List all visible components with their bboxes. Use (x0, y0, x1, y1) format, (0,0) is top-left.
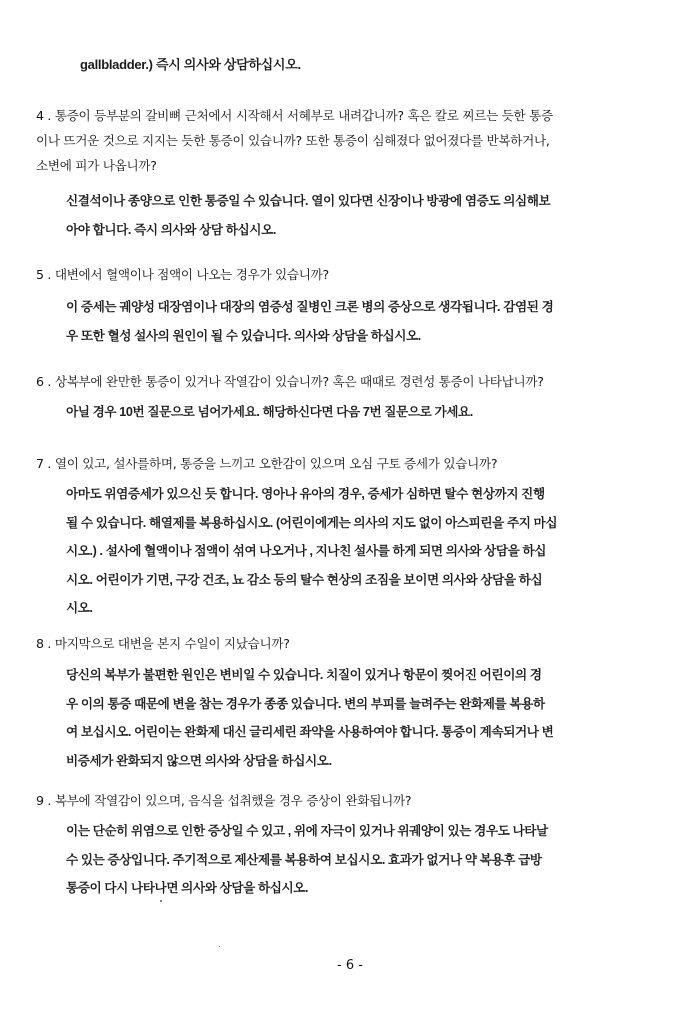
question-line: 4 . 통증이 등부분의 갈비뼈 근처에서 시작해서 서혜부로 내려갑니까? 혹은 칼로 찌르는 듯한 통증 (36, 108, 553, 123)
answer-line: 아닐 경우 10번 질문으로 넘어가세요. 해당하신다면 다음 7번 질문으로 가세요. (66, 405, 473, 419)
question-line: 소변에 피가 나옵니까? (36, 158, 157, 173)
answer-5 (66, 293, 553, 350)
intro-continuation (80, 52, 301, 78)
answer-line: 신결석이나 종양으로 인한 통증일 수 있습니다. 열이 있다면 신장이나 방광에 염증도 의심해보 (66, 194, 551, 208)
answer-8 (66, 661, 553, 775)
question-line: 5 . 대변에서 혈액이나 점액이 나오는 경우가 있습니까? (36, 267, 329, 282)
answer-line: 아야 합니다. 즉시 의사와 상담 하십시오. (66, 222, 276, 237)
answer-line: 당신의 복부가 불편한 원인은 변비일 수 있습니다. 치질이 있거나 항문이 찢어진 어린이의 경 (66, 668, 542, 682)
question-6 (36, 369, 544, 394)
answer-line: 우 이의 통증 때문에 변을 참는 경우가 종종 있습니다. 변의 부피를 늘려주는 완화제를 복용하 (66, 696, 545, 711)
answer-line: 아마도 위염증세가 있으신 듯 합니다. 영아나 유아의 경우, 증세가 심하면 탈수 현상까지 진행 (66, 487, 545, 501)
answer-line: 시오. (66, 601, 93, 615)
question-line: 7 . 열이 있고, 설사를하며, 통증을 느끼고 오한감이 있으며 오심 구토 증세가 있습니까? (36, 456, 498, 471)
text-line: gallbladder.) 즉시 의사와 상담하십시오. (80, 57, 301, 72)
answer-line: 여 보십시오. 어린이는 완화제 대신 글리세린 좌약을 사용하여야 합니다. 통증이 계속되거나 변 (66, 725, 554, 739)
question-line: 8 . 마지막으로 대변을 본지 수일이 지났습니까? (36, 636, 290, 651)
answer-line: 수 있는 증상입니다. 주기적으로 제산제를 복용하여 보십시오. 효과가 없거나 약 복용후 급방 (66, 852, 542, 867)
answer-line: 비증세가 완화되지 않으면 의사와 상담을 하십시오. (66, 753, 332, 768)
question-line: 9 . 복부에 작열감이 있으며, 음식을 섭취했을 경우 증상이 완화됩니까? (36, 793, 412, 808)
question-4 (36, 103, 553, 178)
question-7 (36, 451, 497, 476)
answer-9 (66, 817, 548, 903)
answer-line: 이 증세는 궤양성 대장염이나 대장의 염증성 질병인 크론 병의 증상으로 생각됩니다. 감염된 경 (66, 300, 554, 314)
page-number: - 6 - (337, 958, 363, 973)
scan-speck (219, 946, 220, 947)
question-8 (36, 631, 290, 656)
scan-speck (160, 900, 162, 902)
question-line: 이나 뜨거운 것으로 지지는 듯한 통증이 있습니까? 또한 통증이 심해졌다 없어졌다를 반복하거나, (36, 133, 550, 148)
answer-line: 시오.) . 설사에 혈액이나 점액이 섞여 나오거나 , 지나친 설사를 하게 되면 의사와 상담을 하십 (66, 544, 547, 558)
answer-4 (66, 187, 550, 244)
question-5 (36, 262, 329, 287)
answer-line: 시오. 어린이가 기면, 구강 건조, 뇨 감소 등의 탈수 현상의 조짐을 보이면 의사와 상담을 하십 (66, 572, 543, 587)
question-9 (36, 788, 411, 813)
question-line: 6 . 상복부에 완만한 통증이 있거나 작열감이 있습니까? 혹은 때때로 경련성 통증이 나타납니까? (36, 374, 544, 389)
answer-7 (66, 480, 557, 623)
answer-line: 통증이 다시 나타나면 의사와 상담을 하십시오. (66, 881, 309, 895)
answer-line: 우 또한 혈성 설사의 원인이 될 수 있습니다. 의사와 상담을 하십시오. (66, 328, 421, 343)
answer-line: 이는 단순히 위염으로 인한 증상일 수 있고 , 위에 자극이 있거나 위궤양이 있는 경우도 나타날 (66, 824, 548, 838)
answer-6 (66, 398, 473, 427)
answer-line: 될 수 있습니다. 해열제를 복용하십시오. (어린이에게는 의사의 지도 없이 아스피린을 주지 마십 (66, 515, 558, 530)
